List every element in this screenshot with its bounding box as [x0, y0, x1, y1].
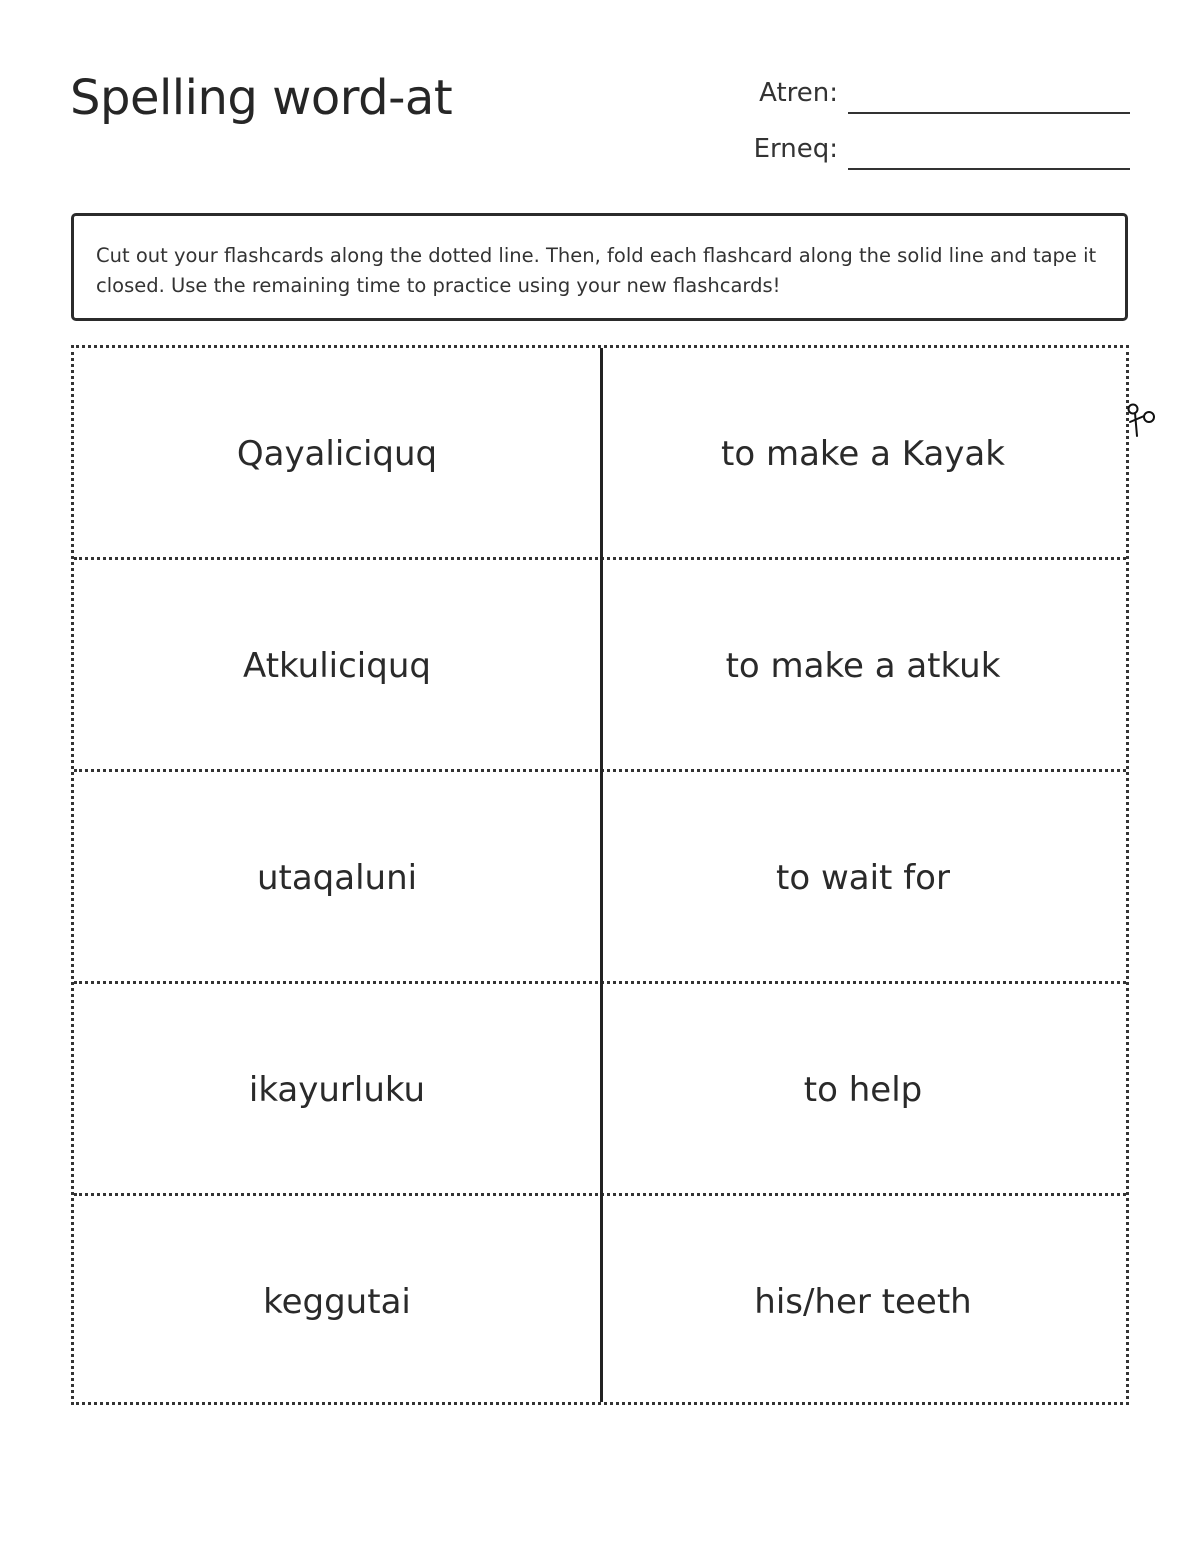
worksheet-title: Spelling word-at [70, 70, 453, 126]
flashcard-front: Qayaliciquq [236, 434, 438, 474]
name-field-label: Atren: [759, 78, 838, 108]
name-field-line[interactable] [848, 112, 1130, 114]
date-field-label: Erneq: [753, 134, 838, 164]
flashcard-front: ikayurluku [248, 1070, 426, 1110]
flashcard-back: to make a atkuk [725, 646, 1001, 686]
instructions-box [71, 213, 1128, 321]
flashcard-front: utaqaluni [256, 858, 418, 898]
flashcard-front: keggutai [263, 1282, 411, 1322]
flashcard-back: his/her teeth [754, 1282, 972, 1322]
flashcard-front: Atkuliciquq [243, 646, 431, 686]
flashcard-back: to wait for [776, 858, 950, 898]
instructions-text: Cut out your flashcards along the dotted line. Then, fold each flashcard along the solid line and tape it closed. Use the remaining time to practice using your new flashcards! [96, 244, 1097, 297]
scissors-icon [1124, 400, 1160, 440]
flashcard-back: to help [803, 1070, 923, 1110]
name-field [700, 74, 1130, 114]
flashcard-back: to make a Kayak [721, 434, 1005, 474]
fold-line [600, 348, 603, 1402]
date-field [700, 130, 1130, 170]
date-field-line[interactable] [848, 168, 1130, 170]
flashcard-grid [71, 345, 1129, 1405]
